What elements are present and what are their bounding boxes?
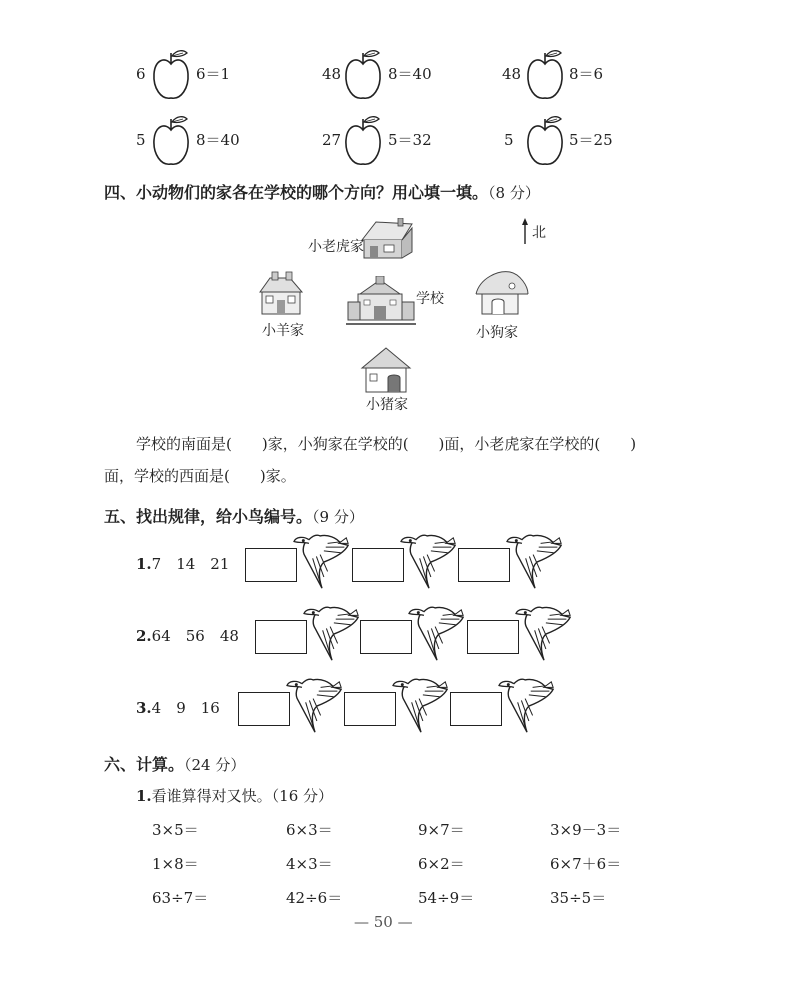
calc-item: 63÷7＝: [152, 889, 209, 907]
calc-item: 6×7＋6＝: [550, 855, 622, 873]
section6-subheading: [136, 786, 333, 806]
apple-icon[interactable]: [524, 114, 566, 170]
sub-title: 看谁算得对又快。（16 分）: [151, 787, 334, 805]
apple-right: 5＝25: [569, 131, 613, 149]
section6-points: （24 分）: [184, 756, 246, 774]
pattern-number: 3.: [136, 699, 152, 717]
calc-item: 9×7＝: [418, 821, 465, 839]
sheep-house-label: 小羊家: [262, 323, 304, 339]
section4-fill-line-1: 学校的南面是( )家，小狗家在学校的( )面，小老虎家在学校的( ): [136, 435, 637, 453]
apple-left: 48: [502, 65, 522, 83]
page-number: — 50 —: [354, 913, 413, 931]
calc-item: 6×2＝: [418, 855, 465, 873]
apple-right: 8＝40: [388, 65, 432, 83]
pig-house-label: 小猪家: [366, 397, 408, 413]
north-label: 北: [532, 225, 546, 241]
apple-icon[interactable]: [342, 114, 384, 170]
tiger-house-label: 小老虎家: [308, 239, 364, 255]
calc-item: 1×8＝: [152, 855, 199, 873]
section5-points: （9 分）: [312, 508, 364, 526]
apple-right: 8＝6: [569, 65, 604, 83]
school-label: 学校: [416, 291, 444, 307]
apple-icon[interactable]: [524, 48, 566, 104]
calc-item: 35÷5＝: [550, 889, 607, 907]
section4-fill-line-2: 面，学校的西面是( )家。: [104, 467, 296, 485]
pattern-number: 1.: [136, 555, 152, 573]
pattern-number: 2.: [136, 627, 152, 645]
calc-item: 42÷6＝: [286, 889, 343, 907]
dog-house-label: 小狗家: [476, 325, 518, 341]
bird-icon: [266, 530, 350, 596]
sheep-house-icon: [256, 270, 304, 318]
direction-map: [254, 212, 546, 418]
apple-icon[interactable]: [342, 48, 384, 104]
calc-item: 4×3＝: [286, 855, 333, 873]
calc-item: 6×3＝: [286, 821, 333, 839]
pig-house-icon: [360, 346, 412, 394]
apple-left: 6: [136, 65, 146, 83]
section4-heading: [104, 180, 540, 203]
apple-left: 5: [136, 131, 146, 149]
bird-icon: [471, 674, 555, 740]
apple-left: 5: [504, 131, 514, 149]
section5-heading: [104, 504, 364, 527]
pattern-sequence: 4 9 16: [151, 699, 220, 717]
bird-icon: [276, 602, 360, 668]
section5-title: 五、找出规律，给小鸟编号。: [104, 507, 313, 526]
tiger-house-icon: [358, 218, 414, 262]
bird-icon: [479, 530, 563, 596]
pattern-sequence: 7 14 21: [151, 555, 230, 573]
section4-title: 四、小动物们的家各在学校的哪个方向？用心填一填。: [104, 183, 489, 202]
apple-left: 48: [322, 65, 342, 83]
north-arrow-icon: [522, 218, 528, 244]
section6-title: 六、计算。: [104, 755, 185, 774]
pattern-row: [136, 626, 239, 646]
bird-icon: [373, 530, 457, 596]
pattern-row: [136, 554, 229, 574]
bird-icon: [365, 674, 449, 740]
apple-right: 5＝32: [388, 131, 432, 149]
pattern-row: [136, 698, 220, 718]
dog-house-icon: [470, 268, 530, 318]
bird-icon: [488, 602, 572, 668]
apple-right: 8＝40: [196, 131, 240, 149]
sub-number: 1.: [136, 787, 152, 805]
bird-icon: [259, 674, 343, 740]
section4-points: （8 分）: [488, 184, 540, 202]
school-icon: [346, 276, 416, 328]
bird-icon: [381, 602, 465, 668]
calc-item: 54÷9＝: [418, 889, 475, 907]
apple-right: 6＝1: [196, 65, 231, 83]
section6-heading: [104, 752, 245, 775]
apple-icon[interactable]: [150, 48, 192, 104]
calc-item: 3×5＝: [152, 821, 199, 839]
apple-icon[interactable]: [150, 114, 192, 170]
pattern-sequence: 64 56 48: [151, 627, 239, 645]
calc-item: 3×9－3＝: [550, 821, 622, 839]
apple-left: 27: [322, 131, 342, 149]
